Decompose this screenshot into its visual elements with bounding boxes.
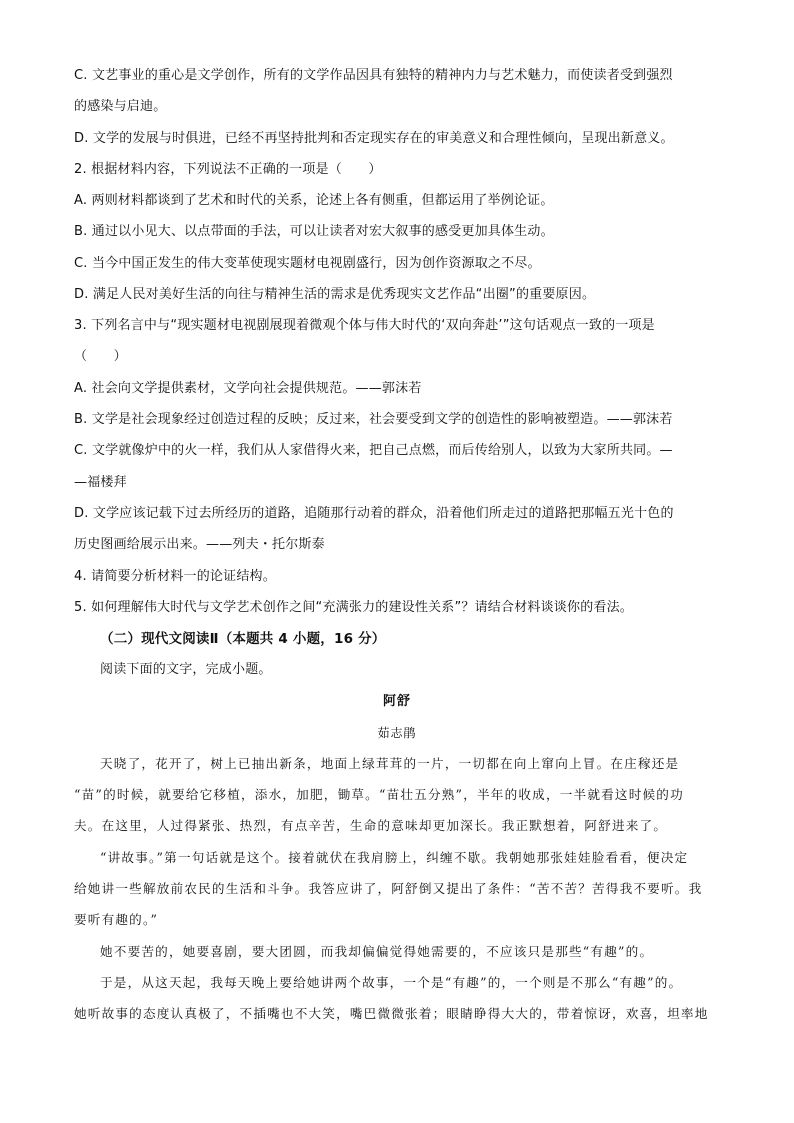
q2-stem: 2. 根据材料内容，下列说法不正确的一项是（ ） bbox=[74, 162, 382, 177]
q3-option-c-line2: —福楼拜 bbox=[74, 475, 127, 490]
story-title: 阿舒 bbox=[382, 694, 411, 709]
story-line: 要听有趣的。” bbox=[74, 912, 159, 927]
q3-stem-line2: （ ） bbox=[74, 349, 127, 364]
section-instruction: 阅读下面的文字，完成小题。 bbox=[100, 662, 272, 677]
story-line: “苗”的时候，就要给它移植，添水，加肥，锄草。“苗壮五分熟”，半年的收成，一半就看这时候的功 bbox=[74, 787, 684, 802]
story-line: 她不要苦的，她要喜剧，要大团圆，而我却偏偏觉得她需要的，不应该只是那些“有趣”的。 bbox=[100, 944, 654, 959]
story-line: 她听故事的态度认真极了，不插嘴也不大笑，嘴巴微微张着；眼睛睁得大大的，带着惊讶，欢喜，坦率地 bbox=[74, 1006, 709, 1021]
q3-option-c-line1: C. 文学就像炉中的火一样，我们从人家借得火来，把自己点燃，而后传给别人，以致为大家所共同。— bbox=[74, 443, 673, 458]
q1-option-d: D. 文学的发展与时俱进，已经不再坚持批判和否定现实存在的审美意义和合理性倾向，呈现出新意义。 bbox=[74, 131, 674, 146]
q2-option-a: A. 两则材料都谈到了艺术和时代的关系，论述上各有侧重，但都运用了举例论证。 bbox=[74, 193, 554, 208]
q3-stem-line1: 3. 下列名言中与“现实题材电视剧展现着微观个体与伟大时代的‘双向奔赴’”这句话观点一致的一项是 bbox=[74, 318, 655, 333]
q5-stem: 5. 如何理解伟大时代与文学艺术创作之间“充满张力的建设性关系”？请结合材料谈谈你的看法。 bbox=[74, 600, 634, 615]
q4-stem: 4. 请简要分析材料一的论证结构。 bbox=[74, 569, 276, 584]
story-line: 给她讲一些解放前农民的生活和斗争。我答应讲了，阿舒倒又提出了条件：“苦不苦？苦得我不要听。我 bbox=[74, 881, 703, 896]
q3-option-a: A. 社会向文学提供素材，文学向社会提供规范。——郭沫若 bbox=[74, 381, 422, 396]
q3-option-d-line1: D. 文学应该记载下过去所经历的道路，追随那行动着的群众，沿着他们所走过的道路把那幅五光十色的 bbox=[74, 506, 674, 521]
story-line: 于是，从这天起，我每天晚上要给她讲两个故事，一个是“有趣”的，一个则是不那么“有趣”的。 bbox=[100, 975, 683, 990]
story-line: “讲故事。”第一句话就是这个。接着就伏在我肩膀上，纠缠不歇。我朝她那张娃娃脸看看，便决定 bbox=[100, 850, 689, 865]
section-heading: （二）现代文阅读Ⅱ（本题共 4 小题，16 分） bbox=[100, 631, 386, 647]
q2-option-c: C. 当今中国正发生的伟大变革使现实题材电视剧盛行，因为创作资源取之不尽。 bbox=[74, 256, 541, 271]
q1-option-c-line2: 的感染与启迪。 bbox=[74, 99, 167, 114]
q3-option-b: B. 文学是社会现象经过创造过程的反映；反过来，社会要受到文学的创造性的影响被塑造。——郭沫若 bbox=[74, 412, 673, 427]
story-line: 夫。在这里，人过得紧张、热烈，有点辛苦，生命的意味却更加深长。我正默想着，阿舒进来了。 bbox=[74, 818, 668, 833]
q3-option-d-line2: 历史图画给展示出来。——列夫・托尔斯泰 bbox=[74, 537, 325, 552]
story-line: 天晓了，花开了，树上已抽出新条，地面上绿茸茸的一片，一切都在向上窜向上冒。在庄稼还是 bbox=[100, 756, 680, 771]
q2-option-d: D. 满足人民对美好生活的向往与精神生活的需求是优秀现实文艺作品“出圈”的重要原因。 bbox=[74, 287, 596, 302]
q2-option-b: B. 通过以小见大、以点带面的手法，可以让读者对宏大叙事的感受更加具体生动。 bbox=[74, 224, 554, 239]
q1-option-c-line1: C. 文艺事业的重心是文学创作，所有的文学作品因具有独特的精神内力与艺术魅力，而使读者受到强烈 bbox=[74, 68, 673, 83]
story-author: 茹志鹃 bbox=[377, 726, 417, 740]
